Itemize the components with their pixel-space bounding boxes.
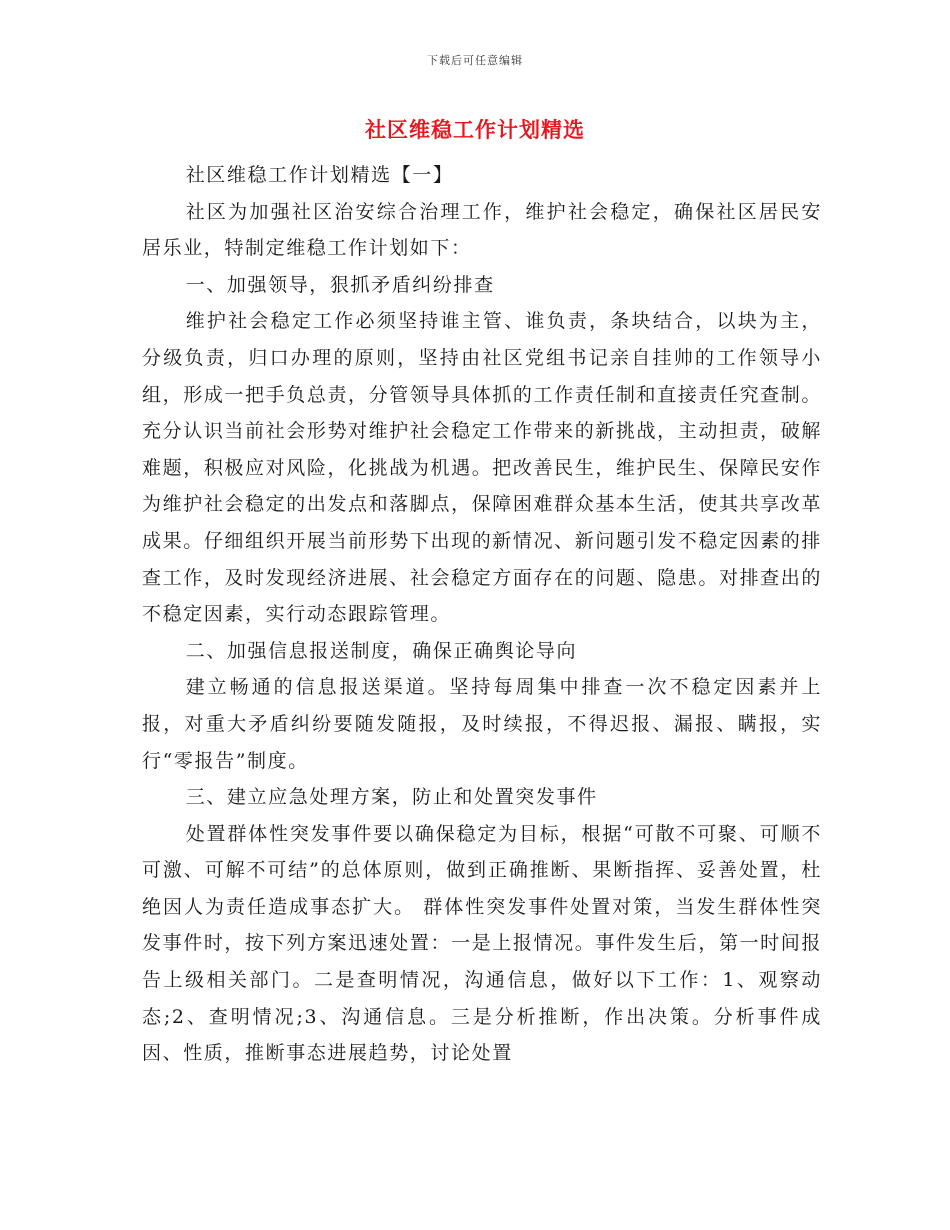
paragraph: 社区为加强社区治安综合治理工作，维护社会稳定，确保社区居民安居乐业，特制定维稳工作计划如下：: [142, 200, 822, 260]
paragraph: 维护社会稳定工作必须坚持谁主管、谁负责，条块结合，以块为主，分级负责，归口办理的原则，坚持由社区党组书记亲自挂帅的工作领导小组，形成一把手负总责，分管领导具体抓的工作责任制和直接责任究查制。充分认识当前社会形势对维护社会稳定工作带来的新挑战，主动担责，破解难题，积极应对风险，化挑战为机遇。把改善民生，维护民生、保障民安作为维护社会稳定的出发点和落脚点，保障困难群众基本生活，使其共享改革成果。仔细组织开展当前形势下出现的新情况、新问题引发不稳定因素的排查工作，及时发现经济进展、社会稳定方面存在的问题、隐患。对排查出的不稳定因素，实行动态跟踪管理。: [142, 310, 822, 626]
section-heading: 二、加强信息报送制度，确保正确舆论导向: [185, 639, 578, 662]
header-note: 下载后可任意编辑: [427, 54, 523, 67]
paragraph: 处置群体性突发事件要以确保稳定为目标，根据“可散不可聚、可顺不可激、可解不可结”的总体原则，做到正确推断、果断指挥、妥善处置，杜绝因人为责任造成事态扩大。 群体性突发事件处置对策，当发生群体性突发事件时，按下列方案迅速处置：一是上报情况。事件发生后，第一时间报告上级相关部门。二是查明情况，沟通信息，做好以下工作：1、观察动态;2、查明情况;3、沟通信息。三是分析推断，作出决策。分析事件成因、性质，推断事态进展趋势，讨论处置: [142, 822, 822, 1065]
paragraph: 建立畅通的信息报送渠道。坚持每周集中排查一次不稳定因素并上报，对重大矛盾纠纷要随发随报，及时续报，不得迟报、漏报、瞒报，实行“零报告”制度。: [142, 676, 822, 772]
section-heading: 社区维稳工作计划精选【一】: [185, 164, 454, 186]
document-title: 社区维稳工作计划精选: [365, 117, 585, 142]
section-heading: 三、建立应急处理方案，防止和处置突发事件: [185, 786, 598, 809]
document-body: [142, 157, 822, 1072]
section-heading: 一、加强领导，狠抓矛盾纠纷排查: [185, 273, 495, 296]
